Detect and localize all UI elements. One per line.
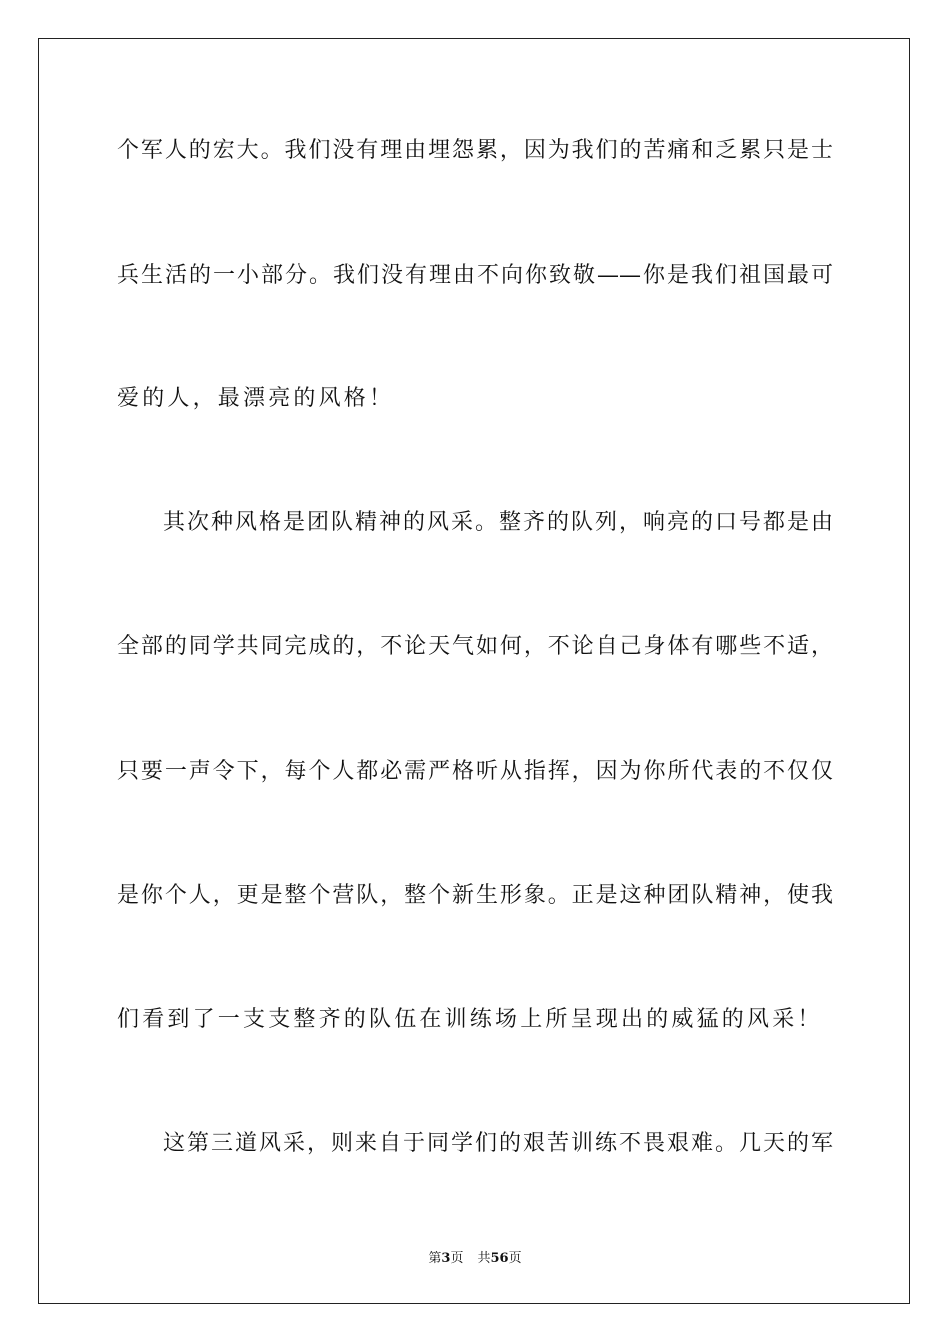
paragraph-start-line: 这第三道风采，则来自于同学们的艰苦训练不畏艰难。几天的军 — [163, 1131, 833, 1156]
page-frame — [38, 38, 910, 1304]
page-footer — [0, 1247, 950, 1266]
total-pages: 56 — [490, 1251, 509, 1266]
page-prefix: 第 — [428, 1251, 442, 1266]
text-line: 爱的人，最漂亮的风格！ — [117, 386, 395, 411]
text-line: 个军人的宏大。我们没有理由埋怨累，因为我们的苦痛和乏累只是士 — [117, 138, 833, 163]
page-number: 3 — [441, 1251, 451, 1266]
text-line: 兵生活的一小部分。我们没有理由不向你致敬——你是我们祖国最可 — [117, 263, 833, 288]
page-suffix: 页 — [450, 1251, 464, 1266]
total-prefix: 共 — [477, 1251, 491, 1266]
text-line: 是你个人，更是整个营队，整个新生形象。正是这种团队精神，使我 — [117, 883, 833, 908]
text-line: 全部的同学共同完成的，不论天气如何，不论自己身体有哪些不适， — [117, 634, 833, 659]
total-suffix: 页 — [508, 1251, 522, 1266]
text-line: 只要一声令下，每个人都必需严格听从指挥，因为你所代表的不仅仅 — [117, 759, 833, 784]
text-line: 们看到了一支支整齐的队伍在训练场上所呈现出的威猛的风采！ — [117, 1007, 823, 1032]
paragraph-start-line: 其次种风格是团队精神的风采。整齐的队列，响亮的口号都是由 — [163, 510, 833, 535]
